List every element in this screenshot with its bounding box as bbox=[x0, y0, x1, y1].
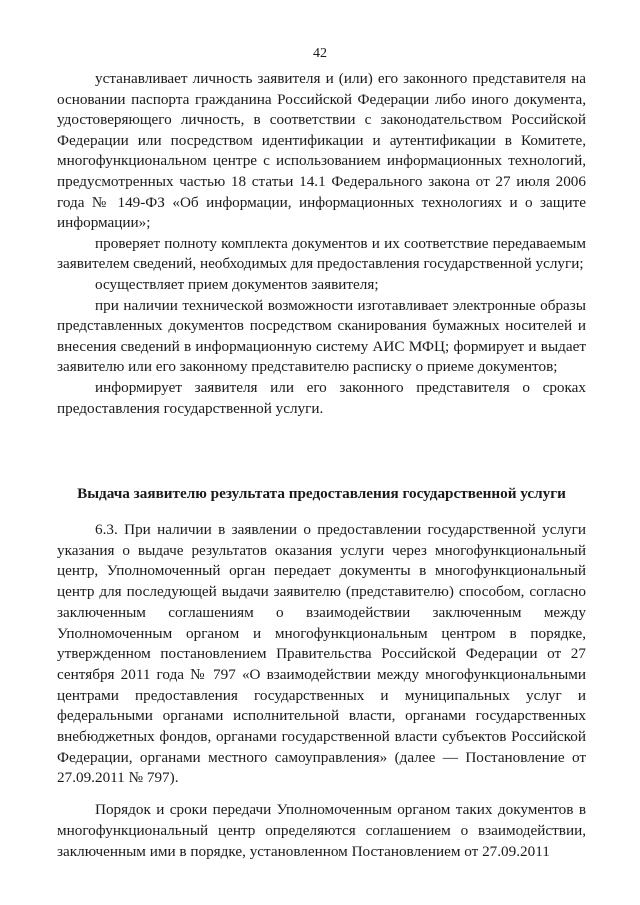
paragraph-identity-check: устанавливает личность заявителя и (или) его законного представителя на основании паспорта гражданина Российской Федерации либо иного документа, удостоверяющего личность, в соответствии с законодательством Российской Федерации или посредством идентификации и аутентификации в Комитете, многофункциональном центре с использованием информационных технологий, предусмотренных частью 18 статьи 14.1 Федерального закона от 27 июля 2006 года № 149-ФЗ «Об информации, информационных технологиях и о защите информации»; bbox=[57, 70, 586, 232]
body-text-top bbox=[57, 69, 586, 419]
paragraph-6-3: 6.3. При наличии в заявлении о предоставлении государственной услуги указания о выдаче результатов оказания услуги через многофункциональный центр, Уполномоченный орган передает документы в многофункциональный центр для последующей выдачи заявителю (представителю) способом, согласно заключенным соглашениям о взаимодействии заключенным между Уполномоченным органом и многофункциональным центром в порядке, утвержденном постановлением Правительства Российской Федерации от 27 сентября 2011 года № 797 «О взаимодействии между многофункциональными центрами предоставления государственных и муниципальных услуг и федеральными органами исполнительной власти, органами государственных внебюджетных фондов, органами государственной власти субъектов Российской Федерации, органами местного самоуправления» (далее — Постановление от 27.09.2011 № 797). bbox=[57, 521, 586, 787]
paragraph-completeness-check: проверяет полноту комплекта документов и их соответствие передаваемым заявителем сведений, необходимых для предоставления государственной услуги; bbox=[57, 234, 586, 273]
paragraph-transfer-procedure: Порядок и сроки передачи Уполномоченным органом таких документов в многофункциональный центр определяются соглашением о взаимодействии, заключенным ими в порядке, установленном Постановлением от 27.09.2011 bbox=[57, 801, 586, 860]
paragraph-electronic-images: при наличии технической возможности изготавливает электронные образы представленных документов посредством сканирования бумажных носителей и внесения сведений в информационную систему АИС МФЦ; формирует и выдает заявителю или его законному представителю расписку о приеме документов; bbox=[57, 296, 586, 376]
body-text-bottom bbox=[57, 520, 586, 862]
section-heading: Выдача заявителю результата предоставления государственной услуги bbox=[77, 485, 566, 502]
paragraph-accept-documents: осуществляет прием документов заявителя; bbox=[95, 275, 379, 293]
paragraph-inform-applicant: информирует заявителя или его законного представителя о сроках предоставления государственной услуги. bbox=[57, 378, 586, 417]
page-number: 42 bbox=[313, 46, 327, 61]
